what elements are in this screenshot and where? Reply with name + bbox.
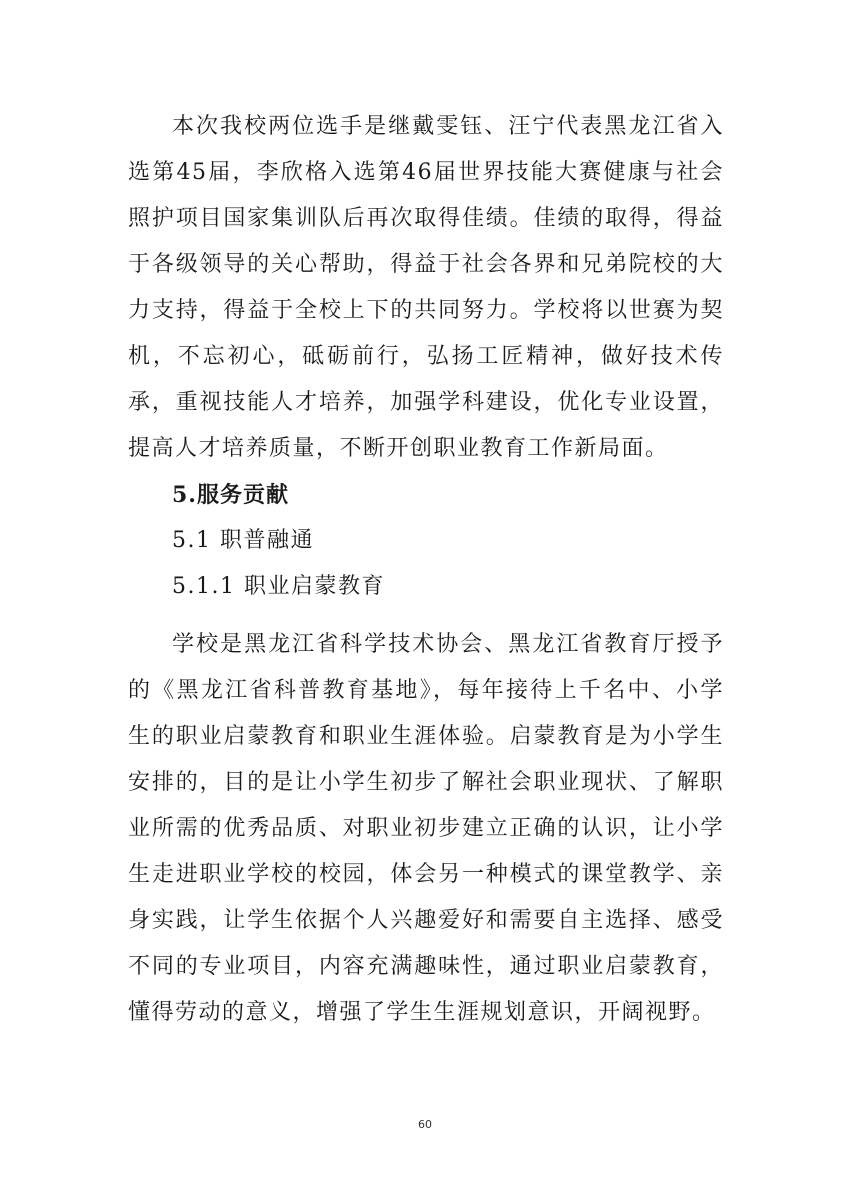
page-content: [128, 104, 724, 1036]
spacer: [128, 610, 724, 622]
page-number: 60: [418, 1118, 432, 1131]
subsection-heading: 5.1 职普融通: [172, 528, 314, 553]
intro-paragraph: 本次我校两位选手是继戴雯钰、汪宁代表黑龙江省入选第45届，李欣格入选第46届世界技能大赛健康与社会照护项目国家集训队后再次取得佳绩。佳绩的取得，得益于各级领导的关心帮助，得益于社会各界和兄弟院校的大力支持，得益于全校上下的共同努力。学校将以世赛为契机，不忘初心，砥砺前行，弘扬工匠精神，做好技术传承，重视技能人才培养，加强学科建设，优化专业设置，提高人才培养质量，不断开创职业教育工作新局面。: [128, 114, 724, 461]
section-paragraph: 学校是黑龙江省科学技术协会、黑龙江省教育厅授予的《黑龙江省科普教育基地》，每年接待上千名中、小学生的职业启蒙教育和职业生涯体验。启蒙教育是为小学生安排的，目的是让小学生初步了解社会职业现状、了解职业所需的优秀品质、对职业初步建立正确的认识，让小学生走进职业学校的校园，体会另一种模式的课堂教学、亲身实践，让学生依据个人兴趣爱好和需要自主选择、感受不同的专业项目，内容充满趣味性，通过职业启蒙教育，懂得劳动的意义，增强了学生生涯规划意识，开阔视野。: [128, 632, 724, 1025]
subsubsection-heading: 5.1.1 职业启蒙教育: [172, 574, 385, 599]
section-heading: 5.服务贡献: [172, 482, 289, 508]
